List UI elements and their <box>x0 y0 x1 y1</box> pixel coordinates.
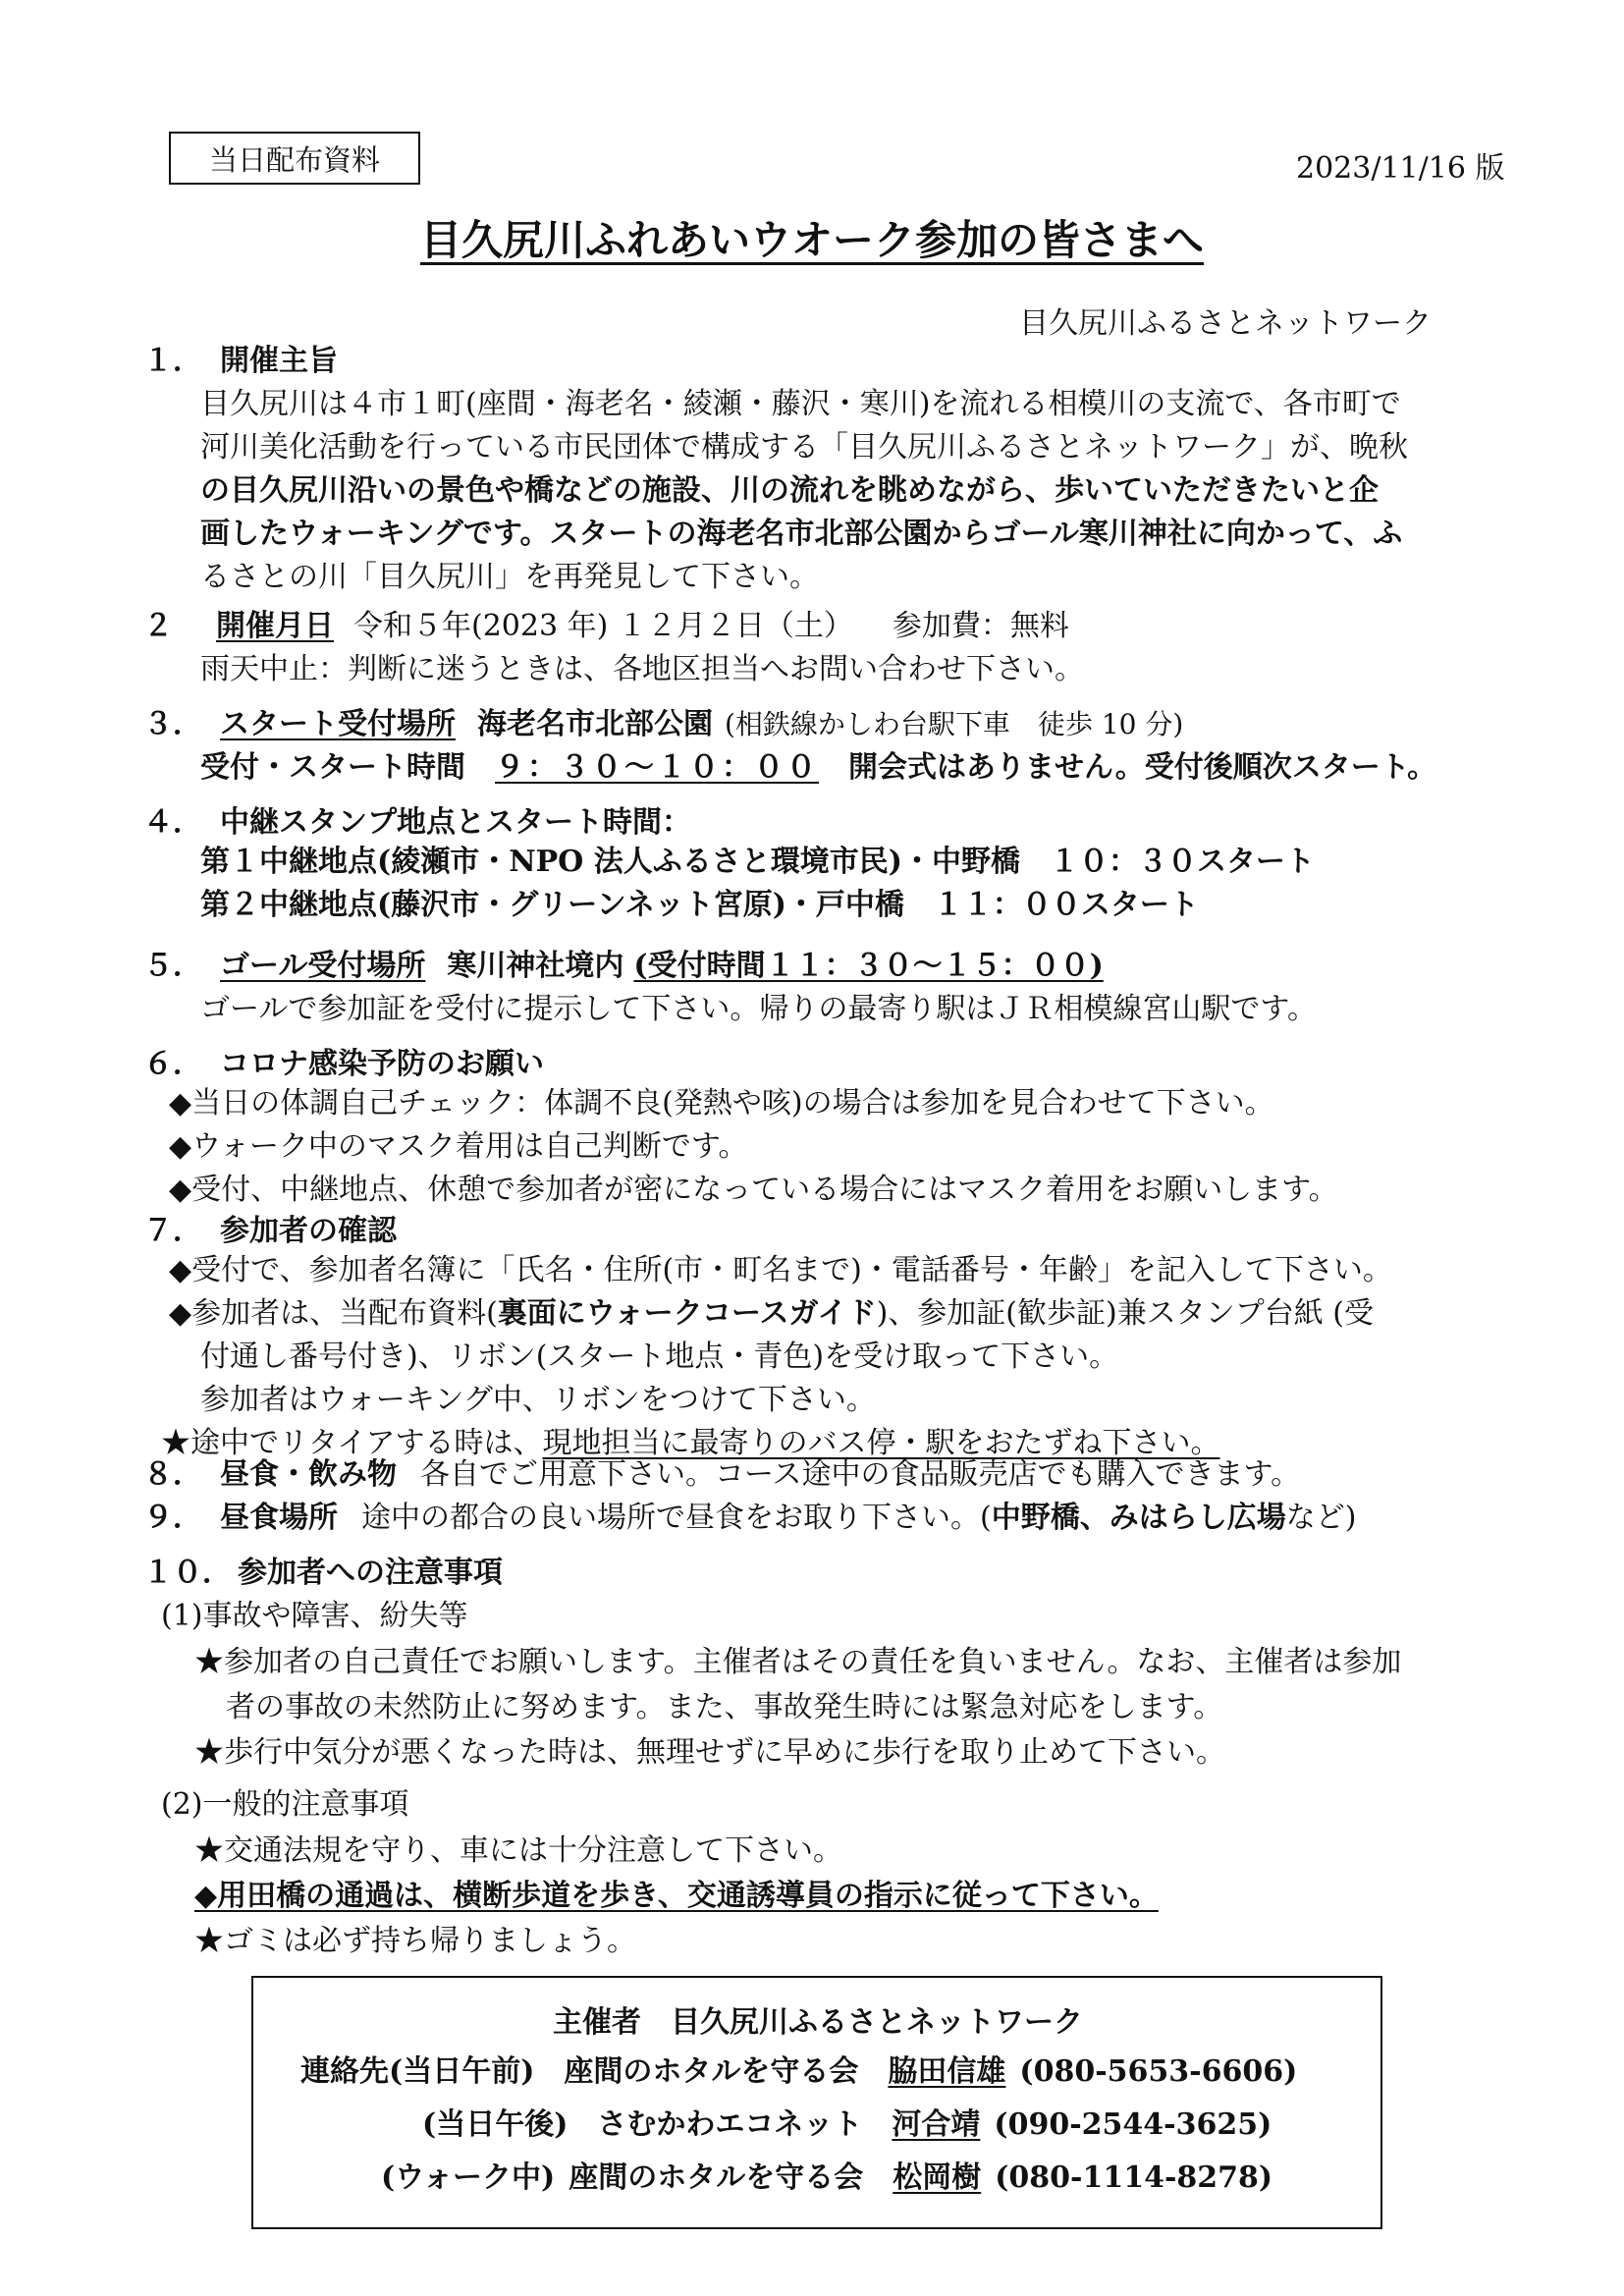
section-8 <box>143 1449 1300 1493</box>
section-8-title: 昼食・飲み物 <box>220 1457 397 1492</box>
bridge-crossing-note: ◆用田橋の通過は、横断歩道を歩き、交通誘導員の指示に従って下さい。 <box>194 1879 1159 1913</box>
section-9-number: ９． <box>143 1501 202 1535</box>
version-date: 2023/11/16 版 <box>1296 151 1505 186</box>
section-9-text: 途中の都合の良い場所で昼食をお取り下さい。( <box>361 1501 992 1535</box>
contact-org: 座間のホタルを守る会 <box>568 2160 864 2195</box>
document-title <box>0 208 1624 267</box>
contact-row <box>300 2047 1297 2090</box>
relay-point-2: 第２中継地点(藤沢市・グリーンネット宮原)・戸中橋 １１：００スタート <box>200 888 1199 922</box>
section-9 <box>143 1493 1356 1536</box>
goal-time: (受付時間１１：３０～１５：００) <box>633 949 1104 983</box>
start-time: ９：３０～１０：００ <box>495 750 819 785</box>
responsibility-note: ★参加者の自己責任でお願いします。主催者はその責任を負いません。なお、主催者は参加 <box>194 1645 1402 1679</box>
section-4-body <box>200 841 1315 927</box>
section-2-number: ２ <box>143 609 173 643</box>
section-1-line: 河川美化活動を行っている市民団体で構成する「目久尻川ふるさとネットワーク」が、晩秋 <box>200 430 1408 465</box>
rain-policy: 雨天中止：判断に迷うときは、各地区担当へお問い合わせ下さい。 <box>200 652 1084 686</box>
section-9-title: 昼食場所 <box>220 1501 338 1535</box>
contact-phone: (080-1114-8278) <box>995 2160 1273 2195</box>
materials-item-cont: 付通し番号付き)、リボン(スタート地点・青色)を受け取って下さい。 <box>200 1339 1119 1374</box>
start-time-line <box>200 742 1436 786</box>
section-6-number: ６． <box>143 1047 202 1081</box>
section-3-number: ３． <box>143 707 202 741</box>
section-5-heading <box>143 941 1104 984</box>
retire-text-a: ★途中でリタイアする時は、 <box>161 1426 543 1460</box>
start-place: 海老名市北部公園 <box>477 707 713 741</box>
materials-course-guide: 裏面にウォークコースガイド <box>497 1296 877 1331</box>
section-10-heading <box>143 1548 503 1591</box>
contact-when: 連絡先(当日午前) <box>300 2054 535 2089</box>
section-7-body <box>161 1249 1392 1465</box>
document-tag: 当日配布資料 <box>169 132 420 185</box>
section-3-heading <box>143 699 1183 742</box>
contact-person: 脇田信雄 <box>888 2054 1006 2089</box>
document-title-text: 目久尻川ふれあいウオーク参加の皆さまへ <box>419 216 1204 264</box>
contact-org: 座間のホタルを守る会 <box>564 2054 859 2089</box>
section-1-body <box>200 383 1408 599</box>
section-1-line: るさとの川「目久尻川」を再発見して下さい。 <box>200 560 819 594</box>
section-7-number: ７． <box>143 1214 202 1248</box>
contact-row <box>422 2100 1272 2143</box>
illness-note: ★歩行中気分が悪くなった時は、無理せずに早めに歩行を取り止めて下さい。 <box>194 1735 1225 1770</box>
section-1-number: １． <box>143 344 202 378</box>
section-10-number: １０． <box>143 1556 232 1590</box>
contact-person: 松岡樹 <box>893 2160 982 2195</box>
section-1-line: 目久尻川は４市１町(座間・海老名・綾瀬・藤沢・寒川)を流れる相模川の支流で、各市町で <box>200 387 1401 421</box>
corona-item: ◆受付、中継地点、休憩で参加者が密になっている場合にはマスク着用をお願いします。 <box>169 1173 1338 1207</box>
responsibility-note-cont: 者の事故の未然防止に努めます。また、事故発生時には緊急対応をします。 <box>226 1690 1223 1724</box>
start-time-label: 受付・スタート時間 <box>200 750 465 785</box>
corona-item: ◆ウォーク中のマスク着用は自己判断です。 <box>169 1129 748 1164</box>
traffic-note: ★交通法規を守り、車には十分注意して下さい。 <box>194 1833 842 1868</box>
retire-text-b: 現地担当に最寄りのバス停・駅をおたずね下さい。 <box>542 1426 1220 1460</box>
contact-row <box>381 2153 1272 2196</box>
relay-point-1: 第１中継地点(綾瀬市・NPO 法人ふるさと環境市民)・中野橋 １０：３０スタート <box>200 845 1315 879</box>
contact-person: 河合靖 <box>892 2107 981 2142</box>
goal-place: 寒川神社境内 <box>447 949 624 983</box>
section-2-heading <box>143 601 1069 644</box>
contact-when: (ウォーク中) <box>381 2160 556 2195</box>
subsection-1-heading: (1)事故や障害、紛失等 <box>161 1599 468 1633</box>
section-6-heading <box>143 1039 544 1082</box>
section-1-title: 開催主旨 <box>220 344 338 378</box>
materials-text-a: ◆参加者は、当配布資料( <box>169 1296 498 1331</box>
section-2-title: 開催月日 <box>216 609 334 643</box>
section-7-heading <box>143 1206 397 1249</box>
start-access: (相鉄線かしわ台駅下車 徒歩 10 分) <box>725 708 1184 740</box>
section-10-title: 参加者への注意事項 <box>238 1556 503 1590</box>
contact-org: さむかわエコネット <box>597 2107 863 2142</box>
section-4-heading <box>143 797 691 841</box>
event-date: 令和５年(2023 年) １２月２日（土） <box>353 609 853 643</box>
subsection-1-body <box>194 1640 1401 1776</box>
section-6-title: コロナ感染予防のお願い <box>220 1047 544 1081</box>
goal-note: ゴールで参加証を受付に提示して下さい。帰りの最寄り駅はＪＲ相模線宮山駅です。 <box>200 992 1317 1026</box>
materials-item <box>169 1292 1392 1336</box>
garbage-note: ★ゴミは必ず持ち帰りましょう。 <box>194 1924 636 1958</box>
section-1-line: の目久尻川沿いの景色や橋などの施設、川の流れを眺めながら、歩いていただきたいと企 <box>200 473 1379 508</box>
section-6-body <box>169 1082 1338 1212</box>
contact-when: (当日午後) <box>422 2107 568 2142</box>
registration-item: ◆受付で、参加者名簿に「氏名・住所(市・町名まで)・電話番号・年齢」を記入して下さい。 <box>169 1253 1392 1287</box>
subsection-2-heading: (2)一般的注意事項 <box>161 1787 409 1822</box>
section-8-text: 各自でご用意下さい。コース途中の食品販売店でも購入できます。 <box>420 1457 1301 1492</box>
start-time-note: 開会式はありません。受付後順次スタート。 <box>848 750 1437 785</box>
organization-name: 目久尻川ふるさとネットワーク <box>1019 306 1432 341</box>
corona-item: ◆当日の体調自己チェック：体調不良(発熱や咳)の場合は参加を見合わせて下さい。 <box>169 1086 1274 1121</box>
participation-fee: 参加費：無料 <box>892 609 1069 643</box>
ribbon-note: 参加者はウォーキング中、リボンをつけて下さい。 <box>200 1383 876 1417</box>
section-5-number: ５． <box>143 949 202 983</box>
section-9-tail: など) <box>1285 1501 1357 1535</box>
contact-phone: (090-2544-3625) <box>994 2107 1272 2142</box>
section-4-title: 中継スタンプ地点とスタート時間： <box>220 805 691 840</box>
section-8-number: ８． <box>143 1457 202 1492</box>
organizer-line: 主催者 目久尻川ふるさとネットワーク <box>553 2005 1083 2040</box>
subsection-2-body <box>194 1829 1159 1964</box>
section-1-heading <box>143 336 338 379</box>
contact-box <box>251 1976 1382 2229</box>
section-4-number: ４． <box>143 805 202 840</box>
section-9-places: 中野橋、みはらし広場 <box>991 1501 1286 1535</box>
contact-phone: (080-5653-6606) <box>1019 2054 1298 2089</box>
section-7-title: 参加者の確認 <box>220 1214 397 1248</box>
section-3-title: スタート受付場所 <box>220 707 456 741</box>
section-5-title: ゴール受付場所 <box>220 949 426 983</box>
materials-text-c: )、参加証(歓歩証)兼スタンプ台紙 (受 <box>876 1296 1374 1331</box>
section-1-line: 画したウォーキングです。スタートの海老名市北部公園からゴール寒川神社に向かって、ふ <box>200 517 1403 551</box>
